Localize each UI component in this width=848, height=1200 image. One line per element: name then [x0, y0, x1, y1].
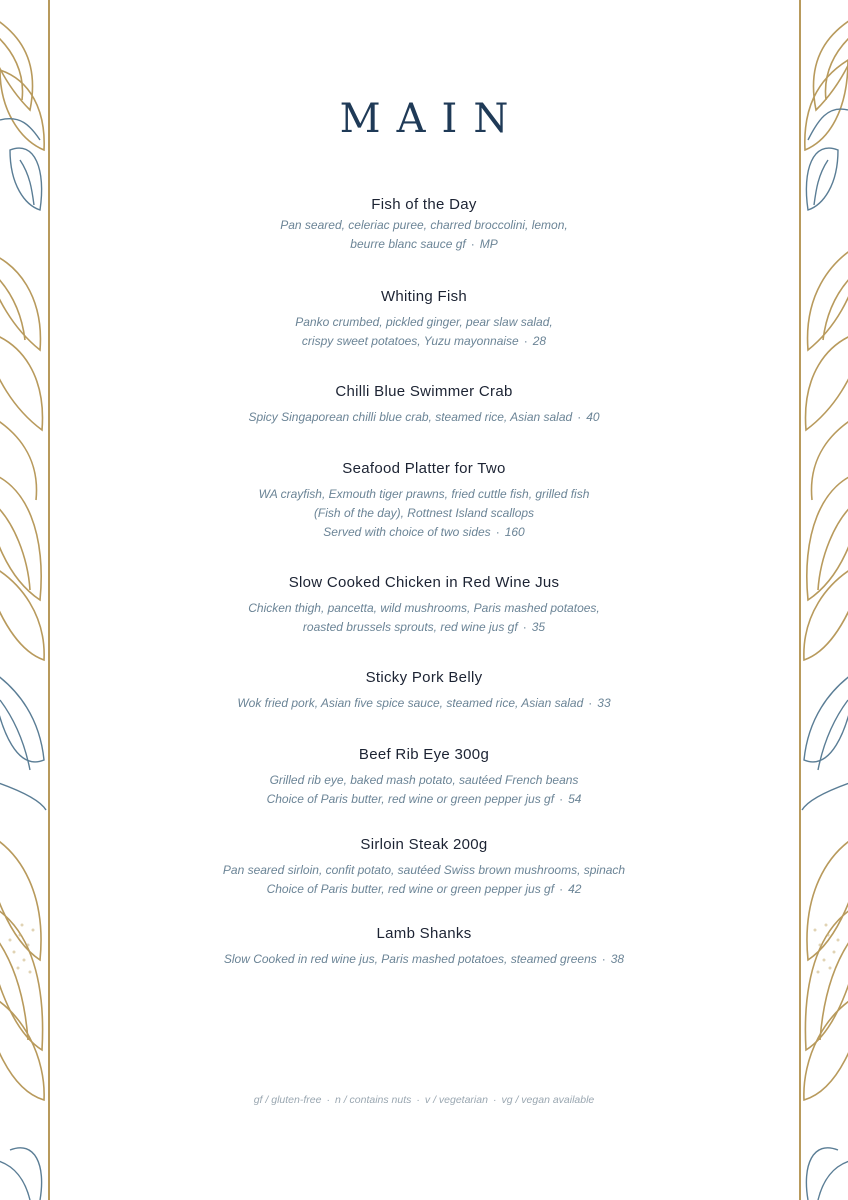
dish-name: Sirloin Steak 200g — [360, 836, 488, 853]
description-text: crispy sweet potatoes, Yuzu mayonnaise — [301, 334, 519, 348]
dish-name: Slow Cooked Chicken in Red Wine Jus — [288, 574, 560, 591]
separator-dot: · — [601, 952, 606, 966]
dish-name: Sticky Pork Belly — [365, 669, 483, 686]
description-line: (Fish of the day), Rottnest Island scallops — [313, 506, 535, 520]
menu-item — [0, 573, 848, 637]
description-text: Choice of Paris butter, red wine or green pepper jus gf — [266, 882, 555, 896]
separator-dot: · — [559, 792, 564, 806]
description-line — [0, 523, 848, 542]
description-line — [0, 332, 848, 351]
dish-price: 40 — [586, 410, 600, 424]
dish-price: 38 — [610, 952, 625, 966]
separator-dot: · — [470, 237, 475, 251]
legend-vegan: vg / vegan available — [501, 1094, 595, 1106]
separator-dot: · — [326, 1094, 330, 1106]
legend-gluten-free: gf / gluten-free — [253, 1094, 322, 1106]
separator-dot: · — [577, 410, 582, 424]
dish-name: Lamb Shanks — [376, 925, 472, 942]
menu-item — [0, 924, 848, 969]
dish-description — [0, 216, 848, 254]
dish-description — [0, 950, 848, 969]
description-line — [0, 694, 848, 713]
dish-description — [0, 861, 848, 899]
description-text: Choice of Paris butter, red wine or green pepper jus gf — [266, 792, 555, 806]
description-text: Slow Cooked in red wine jus, Paris mashed potatoes, steamed greens — [223, 952, 597, 966]
dish-price: 54 — [568, 792, 582, 806]
dish-description — [0, 771, 848, 809]
dish-price: 42 — [568, 882, 582, 896]
dish-price: 160 — [504, 525, 525, 539]
description-line: WA crayfish, Exmouth tiger prawns, fried cuttle fish, grilled fish — [258, 487, 590, 501]
menu-item — [0, 745, 848, 809]
dish-description — [0, 485, 848, 542]
description-text: Served with choice of two sides — [323, 525, 491, 539]
legend-contains-nuts: n / contains nuts — [334, 1094, 412, 1106]
dish-price: MP — [479, 237, 498, 251]
menu-item — [0, 459, 848, 542]
menu-item — [0, 195, 848, 254]
description-line: Chicken thigh, pancetta, wild mushrooms, Paris mashed potatoes, — [248, 601, 600, 615]
description-line: Pan seared sirloin, confit potato, sautéed Swiss brown mushrooms, spinach — [222, 863, 626, 877]
dish-name: Seafood Platter for Two — [342, 460, 506, 477]
description-line — [0, 880, 848, 899]
description-line — [0, 618, 848, 637]
dish-description — [0, 408, 848, 427]
dish-description — [0, 313, 848, 351]
page-title: MAIN — [339, 96, 525, 142]
dish-description — [0, 694, 848, 713]
description-text: beurre blanc sauce gf — [350, 237, 466, 251]
description-line: Panko crumbed, pickled ginger, pear slaw salad, — [295, 315, 553, 329]
description-text: Spicy Singaporean chilli blue crab, steamed rice, Asian salad — [248, 410, 573, 424]
separator-dot: · — [522, 620, 527, 634]
dish-name: Whiting Fish — [380, 288, 468, 305]
description-text: Wok fried pork, Asian five spice sauce, steamed rice, Asian salad — [237, 696, 584, 710]
dish-price: 28 — [532, 334, 547, 348]
legend-vegetarian: v / vegetarian — [424, 1094, 488, 1106]
description-line — [0, 950, 848, 969]
separator-dot: · — [492, 1094, 497, 1106]
dietary-legend — [0, 1094, 848, 1106]
description-text: roasted brussels sprouts, red wine jus gf — [302, 620, 518, 634]
dish-price: 35 — [531, 620, 546, 634]
menu-item — [0, 835, 848, 899]
separator-dot: · — [523, 334, 528, 348]
description-line — [0, 790, 848, 809]
description-line — [0, 408, 848, 427]
menu-item — [0, 668, 848, 713]
separator-dot: · — [588, 696, 593, 710]
separator-dot: · — [559, 882, 564, 896]
dish-description — [0, 599, 848, 637]
menu-item — [0, 287, 848, 351]
separator-dot: · — [416, 1094, 420, 1106]
description-line: Pan seared, celeriac puree, charred broccolini, lemon, — [280, 218, 568, 232]
dish-name: Beef Rib Eye 300g — [358, 746, 490, 763]
description-line — [0, 235, 848, 254]
menu-item — [0, 382, 848, 427]
dish-name: Chilli Blue Swimmer Crab — [335, 383, 513, 400]
dish-name: Fish of the Day — [371, 196, 477, 213]
dish-price: 33 — [597, 696, 611, 710]
description-line: Grilled rib eye, baked mash potato, sautéed French beans — [269, 773, 579, 787]
separator-dot: · — [495, 525, 500, 539]
